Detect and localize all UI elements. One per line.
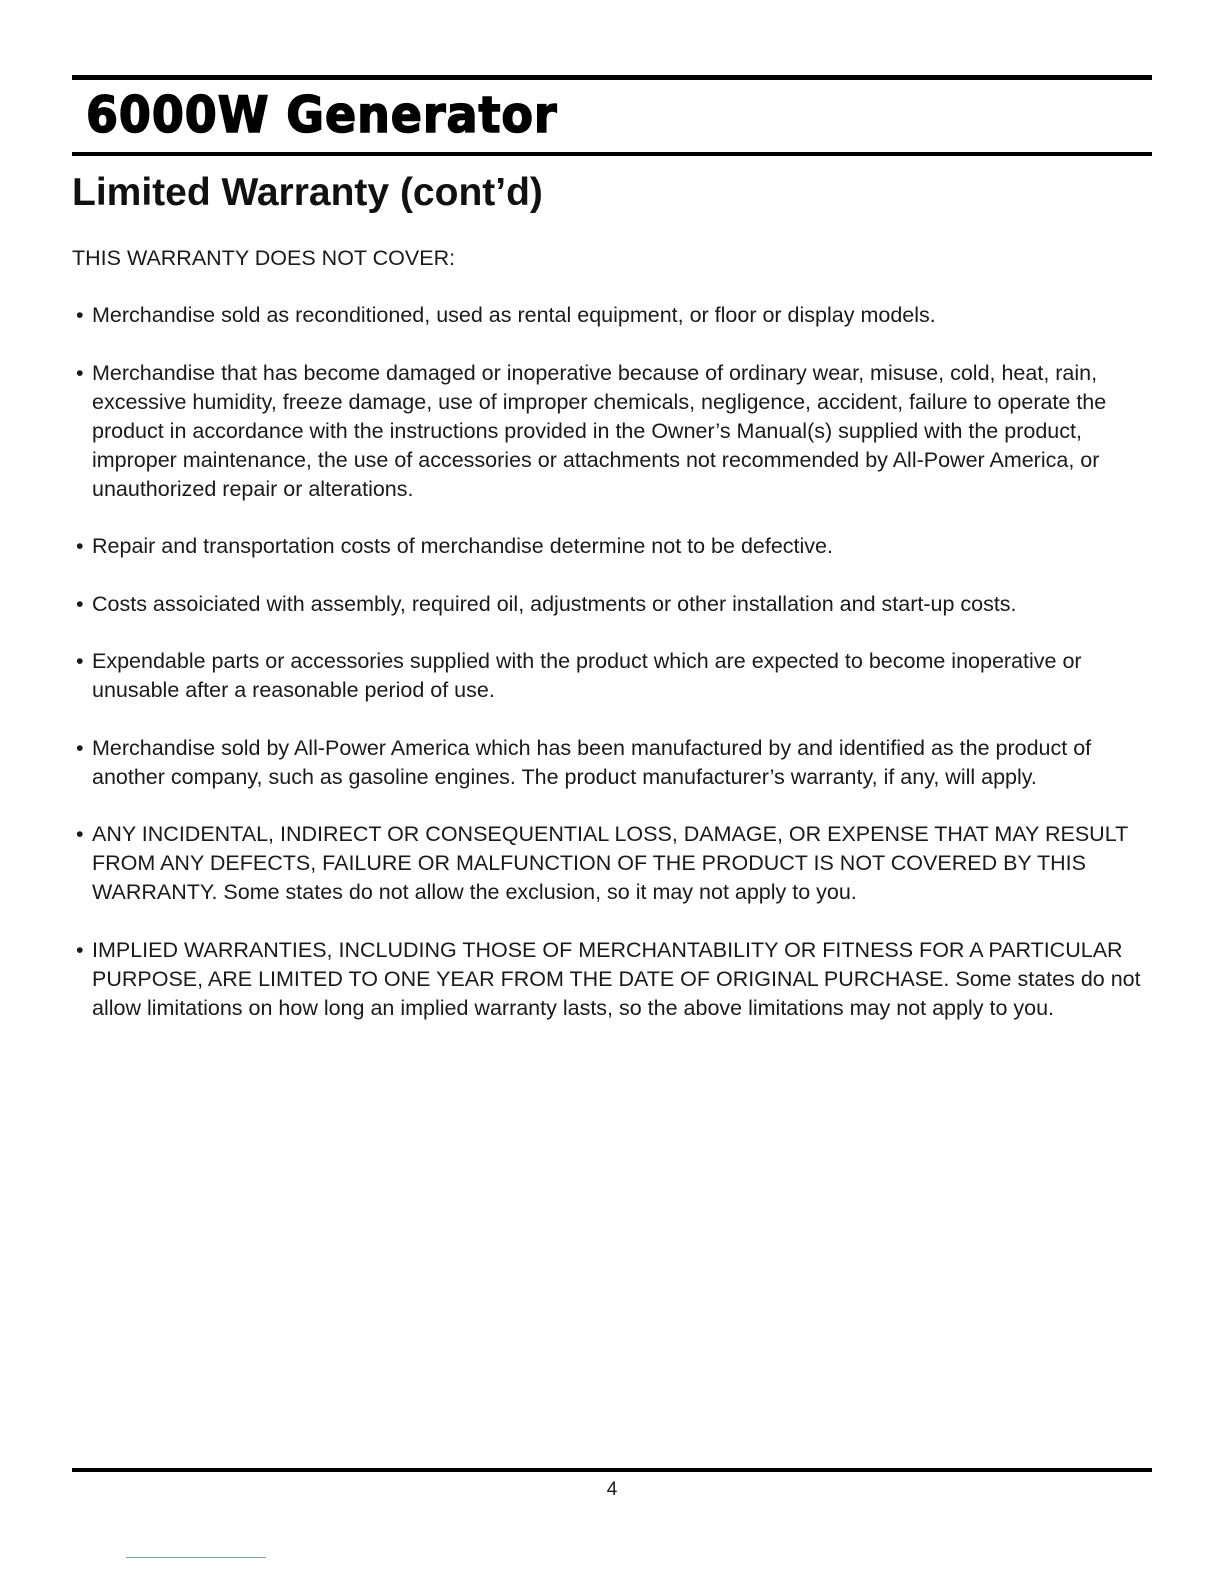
document-title: 6000W Generator [86, 86, 558, 144]
exclusion-item [76, 936, 1146, 1023]
exclusion-item [76, 359, 1146, 504]
exclusion-text: Merchandise sold as reconditioned, used as rental equipment, or floor or display models. [92, 303, 936, 327]
header-bottom-rule [72, 152, 1152, 156]
exclusion-item [76, 647, 1146, 705]
exclusion-item [76, 532, 1146, 561]
warranty-exclusions-intro: THIS WARRANTY DOES NOT COVER: [72, 246, 456, 270]
bullet-icon: • [76, 649, 84, 673]
exclusion-text: Merchandise that has become damaged or inoperative because of ordinary wear, misuse, cold, heat, rain, excessive humidity, freeze damage, use of improper chemicals, negligence, accident, failure to operate the product in accordance with the instructions provided in the Owner’s Manual(s) supplied with the product, improper maintenance, the use of accessories or attachments not recommended by All-Power America, or unauthorized repair or alterations. [92, 360, 1107, 501]
exclusion-text: Expendable parts or accessories supplied with the product which are expected to become inoperative or unusable after a reasonable period of use. [92, 649, 1082, 702]
bullet-icon: • [76, 937, 84, 962]
bullet-icon: • [76, 735, 84, 760]
exclusion-item [76, 820, 1146, 907]
bullet-icon: • [76, 822, 84, 846]
exclusion-item [76, 301, 1146, 330]
scan-artifact-line [126, 1557, 266, 1558]
exclusion-text: Costs assoiciated with assembly, required oil, adjustments or other installation and start-up costs. [92, 591, 1017, 616]
warranty-exclusions-list [76, 301, 1146, 1051]
exclusion-text: Merchandise sold by All-Power America which has been manufactured by and identified as the product of another company, such as gasoline engines. The product manufacturer’s warranty, if any, will apply. [92, 735, 1092, 789]
bullet-icon: • [76, 534, 84, 558]
bullet-icon: • [76, 591, 84, 616]
exclusion-text: ANY INCIDENTAL, INDIRECT OR CONSEQUENTIAL LOSS, DAMAGE, OR EXPENSE THAT MAY RESULT FROM ANY DEFECTS, FAILURE OR MALFUNCTION OF THE PRODUCT IS NOT COVERED BY THIS WARRANTY. Some states do not allow the exclusion, so it may not apply to you. [92, 822, 1128, 904]
bullet-icon: • [76, 360, 84, 385]
footer-rule [72, 1468, 1152, 1472]
exclusion-text: IMPLIED WARRANTIES, INCLUDING THOSE OF MERCHANTABILITY OR FITNESS FOR A PARTICULAR PURPOSE, ARE LIMITED TO ONE YEAR FROM THE DATE OF ORIGINAL PURCHASE. Some states do not allow limitations on how long an implied warranty lasts, so the above limitations may not apply to you. [92, 937, 1141, 1020]
section-title: Limited Warranty (cont’d) [72, 171, 543, 214]
exclusion-text: Repair and transportation costs of merchandise determine not to be defective. [92, 534, 833, 558]
exclusion-item [76, 590, 1146, 619]
header-top-rule [72, 75, 1152, 80]
bullet-icon: • [76, 303, 84, 327]
page-number: 4 [606, 1479, 618, 1500]
exclusion-item [76, 734, 1146, 792]
